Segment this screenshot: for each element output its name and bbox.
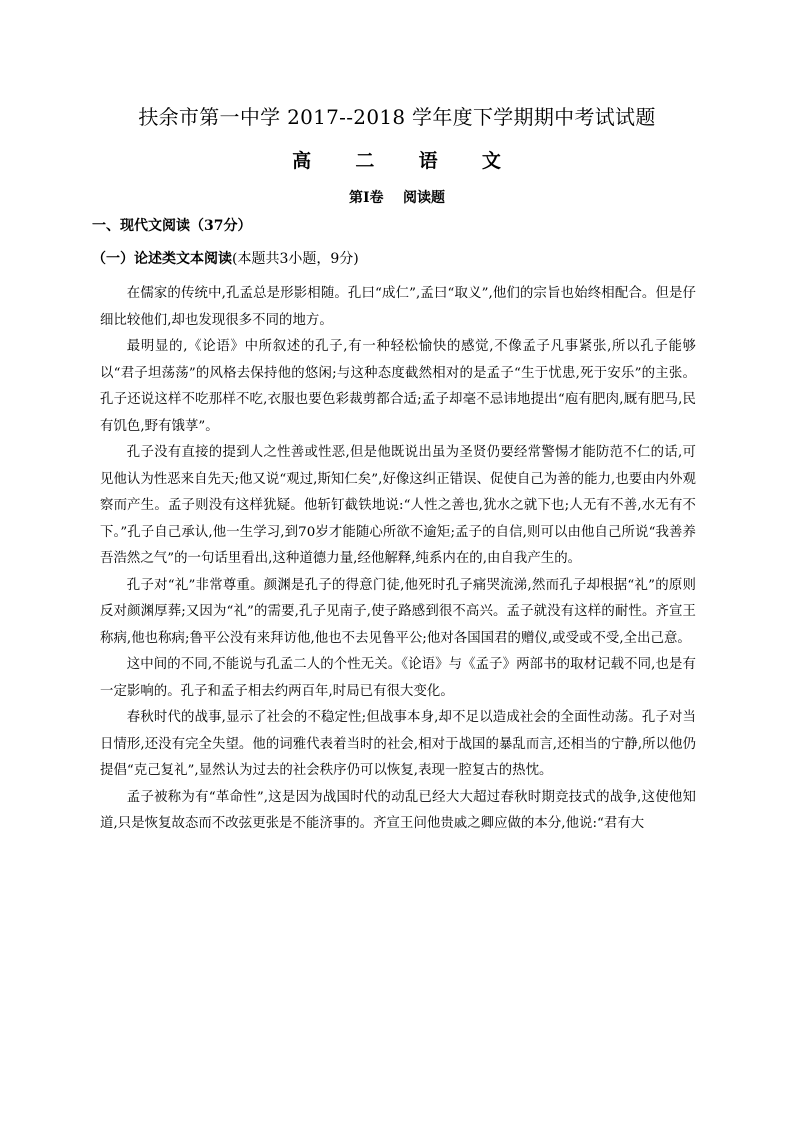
passage-paragraph: 在儒家的传统中,孔孟总是形影相随。孔曰“成仁”,孟曰“取义”,他们的宗旨也始终相配合。但是仔细比较他们,却也发现很多不同的地方。 — [100, 286, 696, 328]
passage-paragraph: 孔子没有直接的提到人之性善或性恶,但是他既说出虽为圣贤仍要经常警惕才能防范不仁的话,可见他认为性恶来自先天;他又说“观过,斯知仁矣”,好像这纠正错误、促使自己为善的能力,也要由内外观察而产生。孟子则没有这样犹疑。他斩钉截铁地说:“人性之善也,犹水之就下也;人无有不善,水无有不下。”孔子自己承认,他一生学习,到70岁才能随心所欲不逾矩;孟子的自信,则可以由他自己所说“我善养吾浩然之气”的一句话里看出,这种道德力量,经他解释,纯系内在的,由自我产生的。 — [100, 445, 696, 566]
passage-paragraph: 孔子对“礼”非常尊重。颜渊是孔子的得意门徒,他死时孔子痛哭流涕,然而孔子却根据“礼”的原则反对颜渊厚葬;又因为“礼”的需要,孔子见南子,使子路感到很不高兴。孟子就没有这样的耐性。齐宣王称病,他也称病;鲁平公没有来拜访他,他也不去见鲁平公;他对各国国君的赠仪,或受或不受,全出己意。 — [100, 577, 696, 646]
section-heading: 一、现代文阅读（37分） — [92, 218, 252, 234]
subsection-note: (本题共3小题，9分) — [232, 251, 359, 267]
passage-paragraph: 这中间的不同,不能说与孔孟二人的个性无关。《论语》与《孟子》两部书的取材记载不同,也是有一定影响的。孔子和孟子相去约两百年,时局已有很大变化。 — [100, 657, 696, 699]
passage-paragraph: 最明显的,《论语》中所叙述的孔子,有一种轻松愉快的感觉,不像孟子凡事紧张,所以孔子能够以“君子坦荡荡”的风格去保持他的悠闲;与这种态度截然相对的是孟子“生于忧患,死于安乐”的主张。孔子还说这样不吃那样不吃,衣服也要色彩裁剪都合适;孟子却毫不忌讳地提出“庖有肥肉,厩有肥马,民有饥色,野有饿莩”。 — [100, 339, 696, 434]
subsection-heading — [92, 250, 359, 268]
passage-paragraph: 孟子被称为有“革命性”,这是因为战国时代的动乱已经大大超过春秋时期竞技式的战争,这使他知道,只是恢复故态而不改弦更张是不能济事的。齐宣王问他贵戚之卿应做的本分,他说:“君有大 — [100, 789, 696, 831]
passage-paragraph: 春秋时代的战事,显示了社会的不稳定性;但战事本身,却不足以造成社会的全面性动荡。孔子对当日情形,还没有完全失望。他的词雅代表着当时的社会,相对于战国的暴乱而言,还相当的宁静,所以他仍提倡“克己复礼”,显然认为过去的社会秩序仍可以恢复,表现一腔复古的热忱。 — [100, 710, 696, 778]
reading-passage — [100, 281, 696, 838]
subsection-label: （一）论述类文本阅读 — [92, 251, 232, 267]
subject-title: 高 二 语 文 — [292, 150, 502, 172]
volume-heading: 第Ⅰ卷 阅读题 — [348, 190, 446, 206]
exam-title: 扶余市第一中学 2017--2018 学年度下学期期中考试试题 — [138, 105, 656, 129]
